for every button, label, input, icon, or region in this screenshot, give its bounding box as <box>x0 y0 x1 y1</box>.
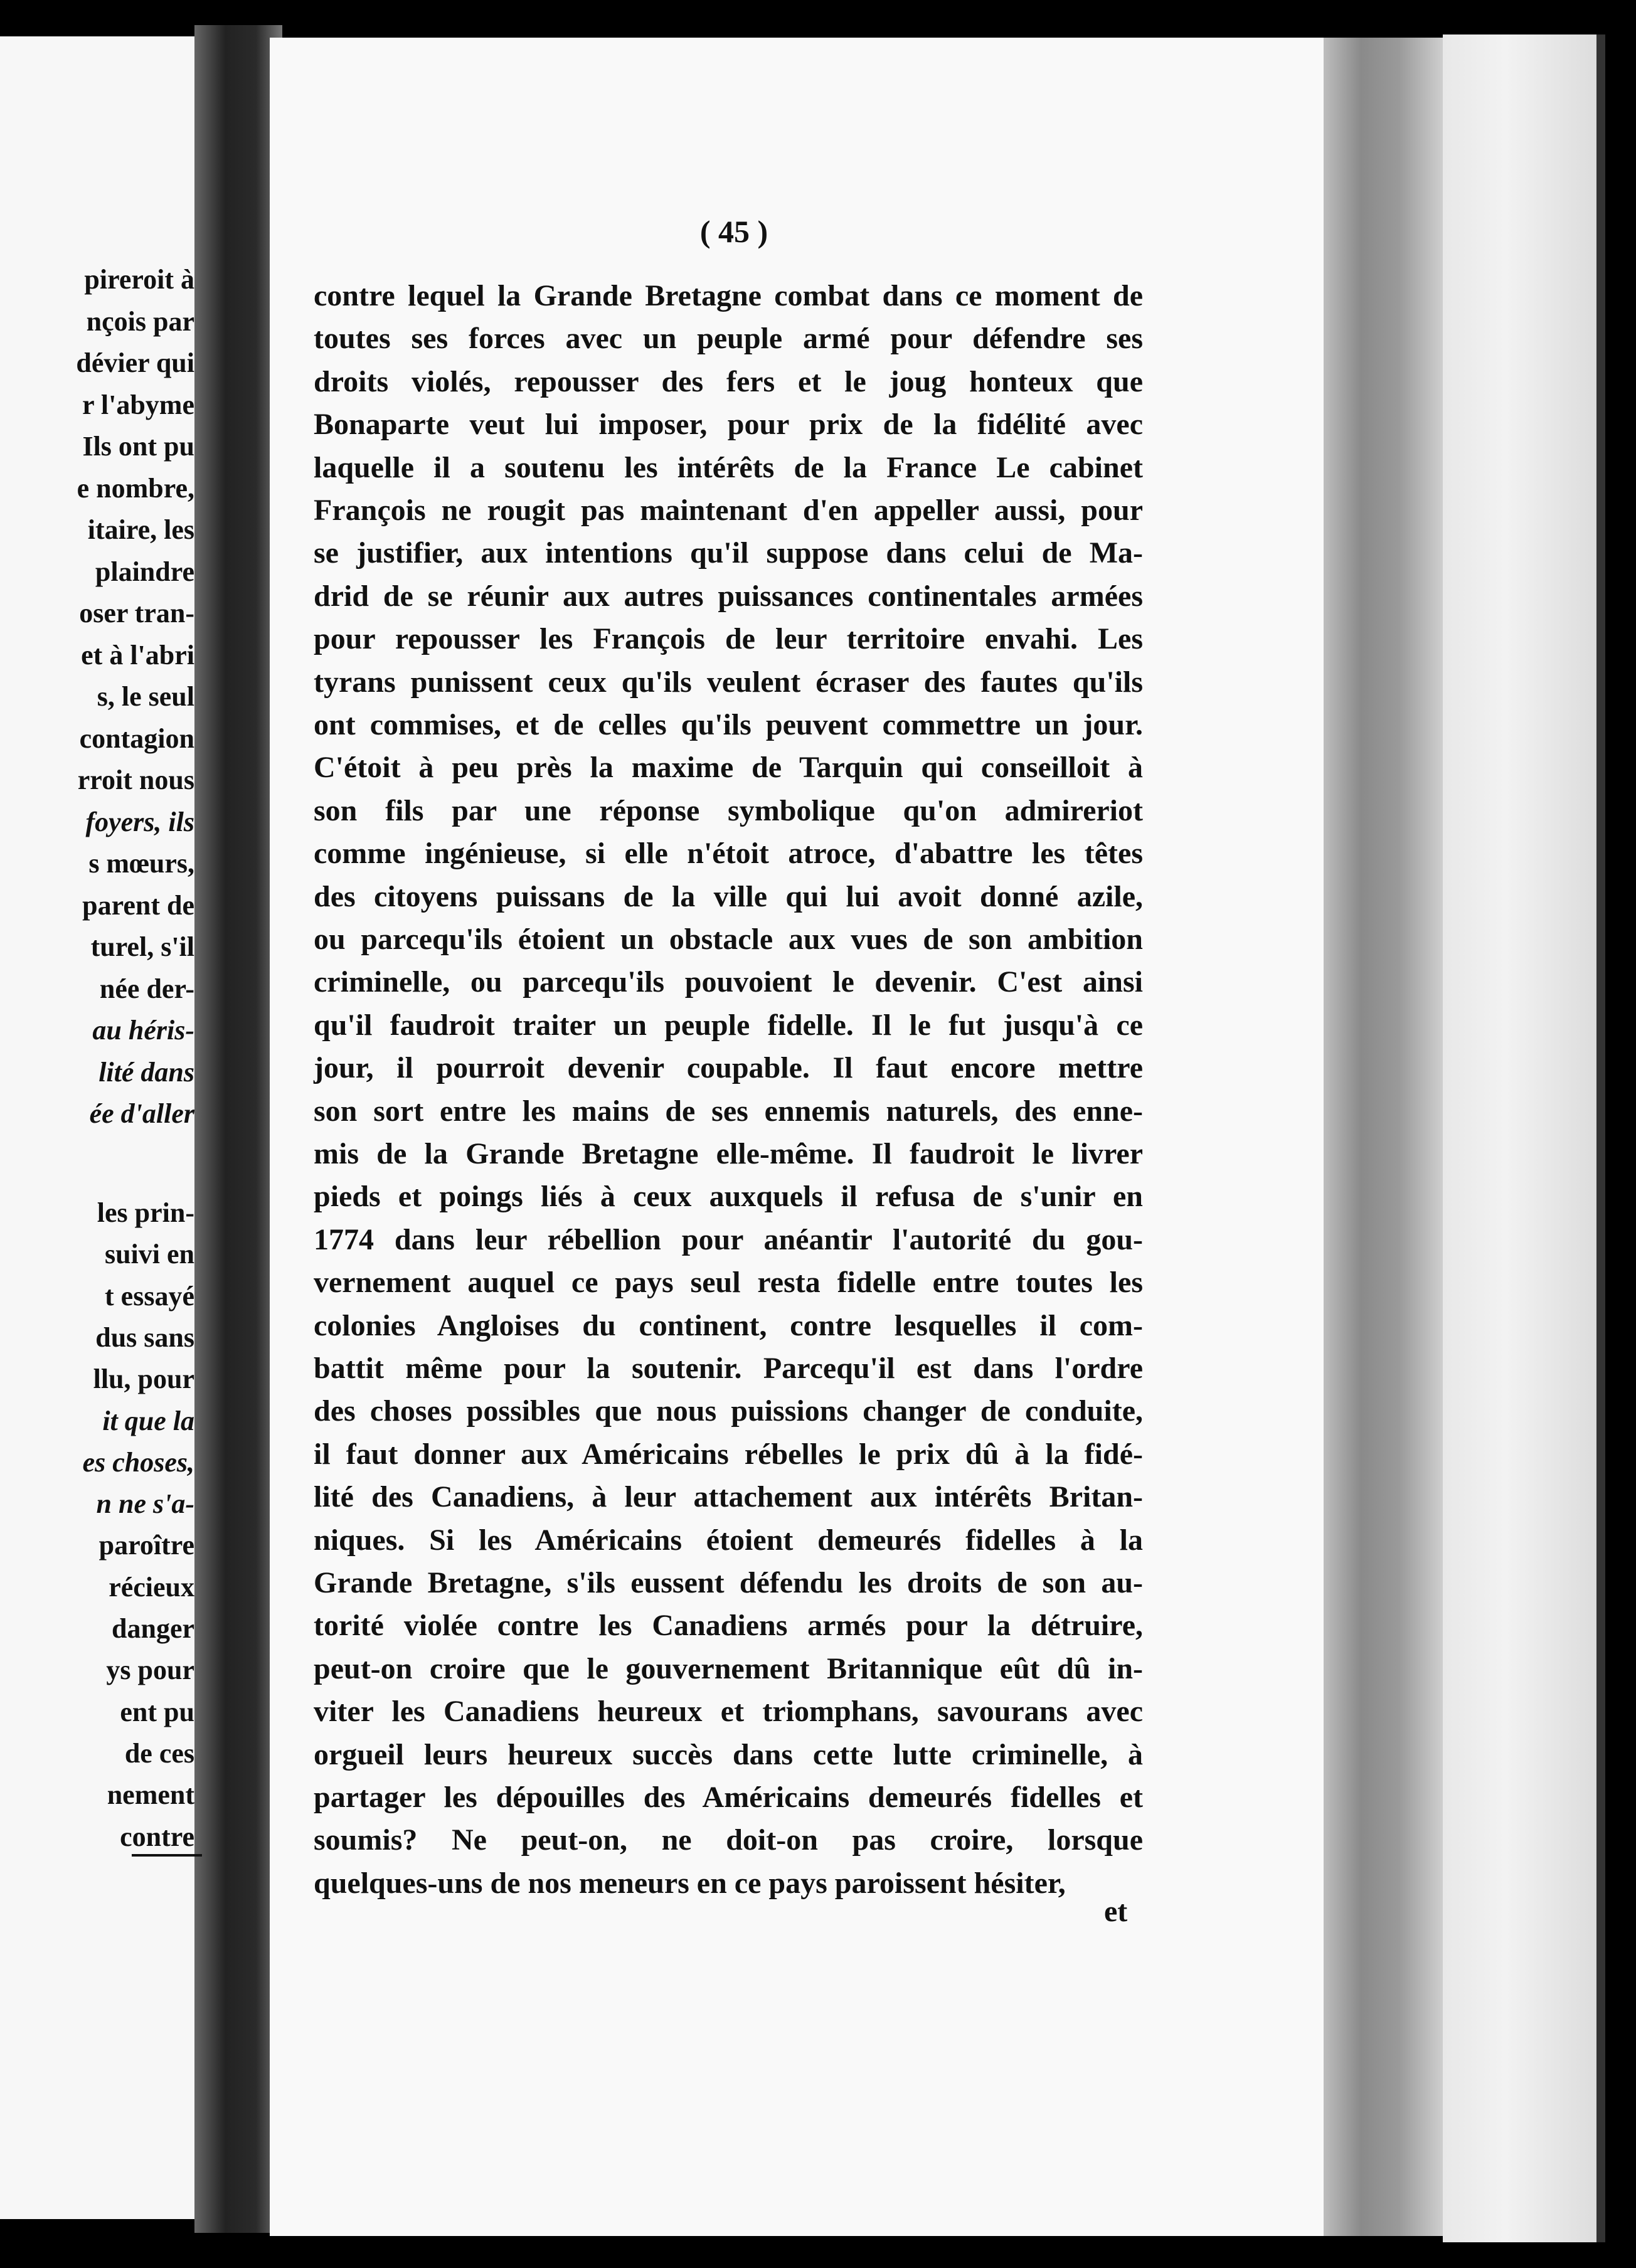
text-line: contre lequel la Grande Bretagne combat dans ce moment de <box>314 279 1143 312</box>
left-gutter-shadow <box>194 25 282 2233</box>
left-page-text-line: les prin- <box>97 1197 194 1228</box>
left-page-text-line: s mœurs, <box>88 848 194 879</box>
text-line: 1774 dans leur rébellion pour anéantir l'autorité du gou- <box>314 1222 1143 1256</box>
text-line: se justifier, aux intentions qu'il suppose dans celui de Ma- <box>314 536 1143 570</box>
text-line: battit même pour la soutenir. Parcequ'il est dans l'ordre <box>314 1352 1143 1385</box>
left-page-text-line: it que la <box>102 1405 194 1436</box>
left-page-text-line: suivi en <box>104 1239 194 1270</box>
left-page-text-line: paroître <box>98 1530 194 1561</box>
text-line: son sort entre les mains de ses ennemis naturels, des enne- <box>314 1094 1143 1128</box>
text-line: il faut donner aux Américains rébelles le prix dû à la fidé- <box>314 1437 1143 1471</box>
left-page-text-line: contre <box>120 1821 194 1852</box>
text-line: François ne rougit pas maintenant d'en appeller aussi, pour <box>314 494 1143 527</box>
left-page-text-line: parent de <box>82 889 194 921</box>
text-line: Bonaparte veut lui imposer, pour prix de la fidélité avec <box>314 408 1143 442</box>
left-page-text-line: ent pu <box>120 1696 194 1727</box>
text-line: Grande Bretagne, s'ils eussent défendu les droits de son au- <box>314 1566 1143 1599</box>
left-page-text-line: ée d'aller <box>89 1098 194 1129</box>
left-page-text-line: ys pour <box>106 1655 194 1686</box>
text-line: des citoyens puissans de la ville qui lui avoit donné azile, <box>314 879 1143 913</box>
text-line: C'étoit à peu près la maxime de Tarquin qui conseilloit à <box>314 751 1143 785</box>
text-line: drid de se réunir aux autres puissances continentales armées <box>314 579 1143 613</box>
left-page-text-line: de ces <box>124 1737 194 1769</box>
left-page-text-line: llu, pour <box>93 1364 194 1395</box>
left-page-text-line: nement <box>107 1779 194 1811</box>
text-line: comme ingénieuse, si elle n'étoit atroce, d'abattre les têtes <box>314 837 1143 871</box>
left-page-text-line: es choses, <box>82 1446 194 1478</box>
text-line: viter les Canadiens heureux et triomphans, savourans avec <box>314 1695 1143 1729</box>
next-page-edge <box>1443 34 1600 2242</box>
left-page-text-line: n ne s'a- <box>96 1488 194 1520</box>
left-page-text-line: contagion <box>79 723 194 754</box>
text-line: vernement auquel ce pays seul resta fidelle entre toutes les <box>314 1266 1143 1300</box>
left-facing-page <box>0 36 207 2219</box>
left-page-text-line: et à l'abri <box>81 639 194 670</box>
text-line: peut-on croire que le gouvernement Britannique eût dû in- <box>314 1651 1143 1685</box>
text-line: tyrans punissent ceux qu'ils veulent écraser des fautes qu'ils <box>314 665 1143 699</box>
left-page-text-line: turel, s'il <box>90 931 194 962</box>
left-page-text-line: rroit nous <box>77 765 194 795</box>
text-line: jour, il pourroit devenir coupable. Il faut encore mettre <box>314 1051 1143 1085</box>
left-page-text-line: Ils ont pu <box>82 431 194 462</box>
left-page-text-line: récieux <box>109 1571 194 1603</box>
text-line: soumis? Ne peut-on, ne doit-on pas croire, lorsque <box>314 1823 1143 1857</box>
left-page-text-line: foyers, ils <box>85 806 194 837</box>
text-line: colonies Angloises du continent, contre lesquelles il com- <box>314 1308 1143 1342</box>
text-line: orgueil leurs heureux succès dans cette lutte criminelle, à <box>314 1737 1143 1771</box>
left-page-footnote-rule <box>132 1854 202 1857</box>
text-line: mis de la Grande Bretagne elle-même. Il faudroit le livrer <box>314 1137 1143 1170</box>
left-page-text-line: plaindre <box>95 556 194 587</box>
left-page-text-line: lité dans <box>98 1056 194 1088</box>
book-edge <box>1596 34 1605 2242</box>
left-page-text-line: e nombre, <box>77 472 194 504</box>
right-gutter-shadow <box>1324 38 1449 2236</box>
text-line: toutes ses forces avec un peuple armé pour défendre ses <box>314 322 1143 356</box>
text-line: torité violée contre les Canadiens armés pour la détruire, <box>314 1609 1143 1643</box>
left-page-text-line: itaire, les <box>87 514 194 545</box>
page-number: ( 45 ) <box>699 214 768 249</box>
text-line: pour repousser les François de leur territoire envahi. Les <box>314 622 1143 656</box>
catchword: et <box>1104 1895 1128 1928</box>
text-line: son fils par une réponse symbolique qu'on admireriot <box>314 793 1143 827</box>
text-line: lité des Canadiens, à leur attachement aux intérêts Britan- <box>314 1480 1143 1514</box>
left-page-text-line: t essayé <box>105 1280 194 1312</box>
left-page-text-line: née der- <box>99 973 194 1004</box>
text-line: criminelle, ou parcequ'ils pouvoient le devenir. C'est ainsi <box>314 965 1143 999</box>
left-page-text-line: pireroit à <box>84 264 194 295</box>
left-page-text-line: au héris- <box>92 1015 194 1046</box>
text-line: droits violés, repousser des fers et le joug honteux que <box>314 364 1143 398</box>
text-line: pieds et poings liés à ceux auxquels il refusa de s'unir en <box>314 1180 1143 1214</box>
text-line: ont commises, et de celles qu'ils peuvent commettre un jour. <box>314 708 1143 741</box>
left-page-text-line: danger <box>112 1613 194 1644</box>
text-line: qu'il faudroit traiter un peuple fidelle. Il le fut jusqu'à ce <box>314 1008 1143 1042</box>
text-line: ou parcequ'ils étoient un obstacle aux vues de son ambition <box>314 923 1143 956</box>
left-page-text-line: nçois par <box>86 305 194 337</box>
text-line: laquelle il a soutenu les intérêts de la France Le cabinet <box>314 450 1143 484</box>
left-page-text-line: dus sans <box>95 1322 194 1353</box>
text-line: partager les dépouilles des Américains demeurés fidelles et <box>314 1781 1143 1814</box>
left-page-text-line: s, le seul <box>97 681 194 712</box>
left-page-text-line: r l'abyme <box>82 389 194 420</box>
text-line: des choses possibles que nous puissions changer de conduite, <box>314 1394 1143 1428</box>
text-line: niques. Si les Américains étoient demeurés fidelles à la <box>314 1523 1143 1557</box>
text-line: quelques-uns de nos meneurs en ce pays paroissent hésiter, <box>314 1866 1066 1900</box>
left-page-text-line: oser tran- <box>79 598 194 628</box>
left-page-text-line: dévier qui <box>76 347 194 378</box>
